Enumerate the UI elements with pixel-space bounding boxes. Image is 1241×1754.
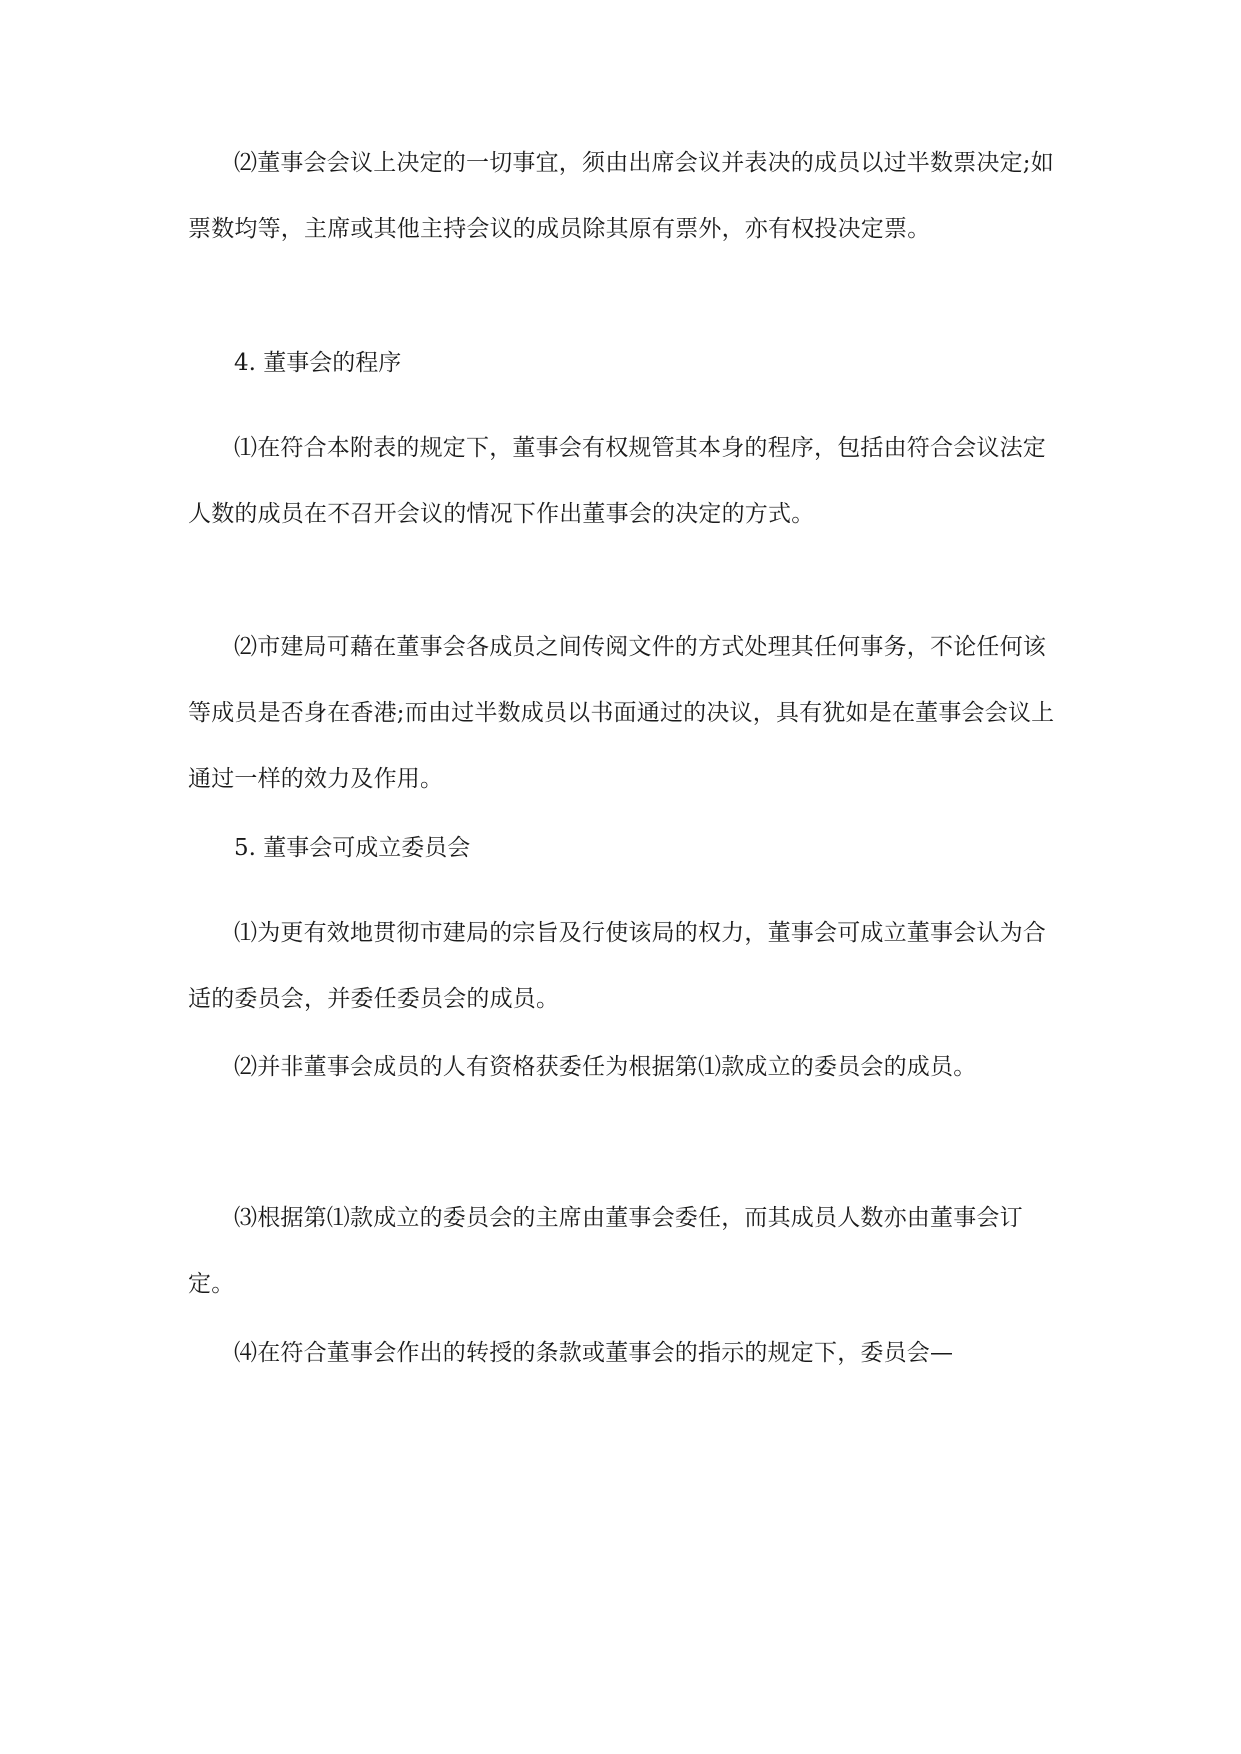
paragraph-circulation-of-papers: ⑵市建局可藉在董事会各成员之间传阅文件的方式处理其任何事务，不论任何该等成员是否身在香港;而由过半数成员以书面通过的决议，具有犹如是在董事会会议上通过一样的效力及作用。	[188, 634, 1055, 792]
paragraph-committee-chairman: ⑶根据第⑴款成立的委员会的主席由董事会委任，而其成员人数亦由董事会订定。	[188, 1205, 1023, 1297]
paragraph-non-member-eligibility: ⑵并非董事会成员的人有资格获委任为根据第⑴款成立的委员会的成员。	[234, 1054, 977, 1080]
paragraph-establish-committees: ⑴为更有效地贯彻市建局的宗旨及行使该局的权力，董事会可成立董事会认为合适的委员会，并委任委员会的成员。	[188, 920, 1046, 1012]
paragraph-procedure-regulation: ⑴在符合本附表的规定下，董事会有权规管其本身的程序，包括由符合会议法定人数的成员在不召开会议的情况下作出董事会的决定的方式。	[188, 435, 1046, 527]
paragraph-committee-powers: ⑷在符合董事会作出的转授的条款或董事会的指示的规定下，委员会—	[234, 1340, 954, 1366]
paragraph-voting-decision: ⑵董事会会议上决定的一切事宜，须由出席会议并表决的成员以过半数票决定;如票数均等，主席或其他主持会议的成员除其原有票外，亦有权投决定票。	[188, 150, 1054, 242]
section-heading-board-procedure: 4. 董事会的程序	[234, 350, 402, 376]
section-heading-committees: 5. 董事会可成立委员会	[234, 835, 471, 861]
